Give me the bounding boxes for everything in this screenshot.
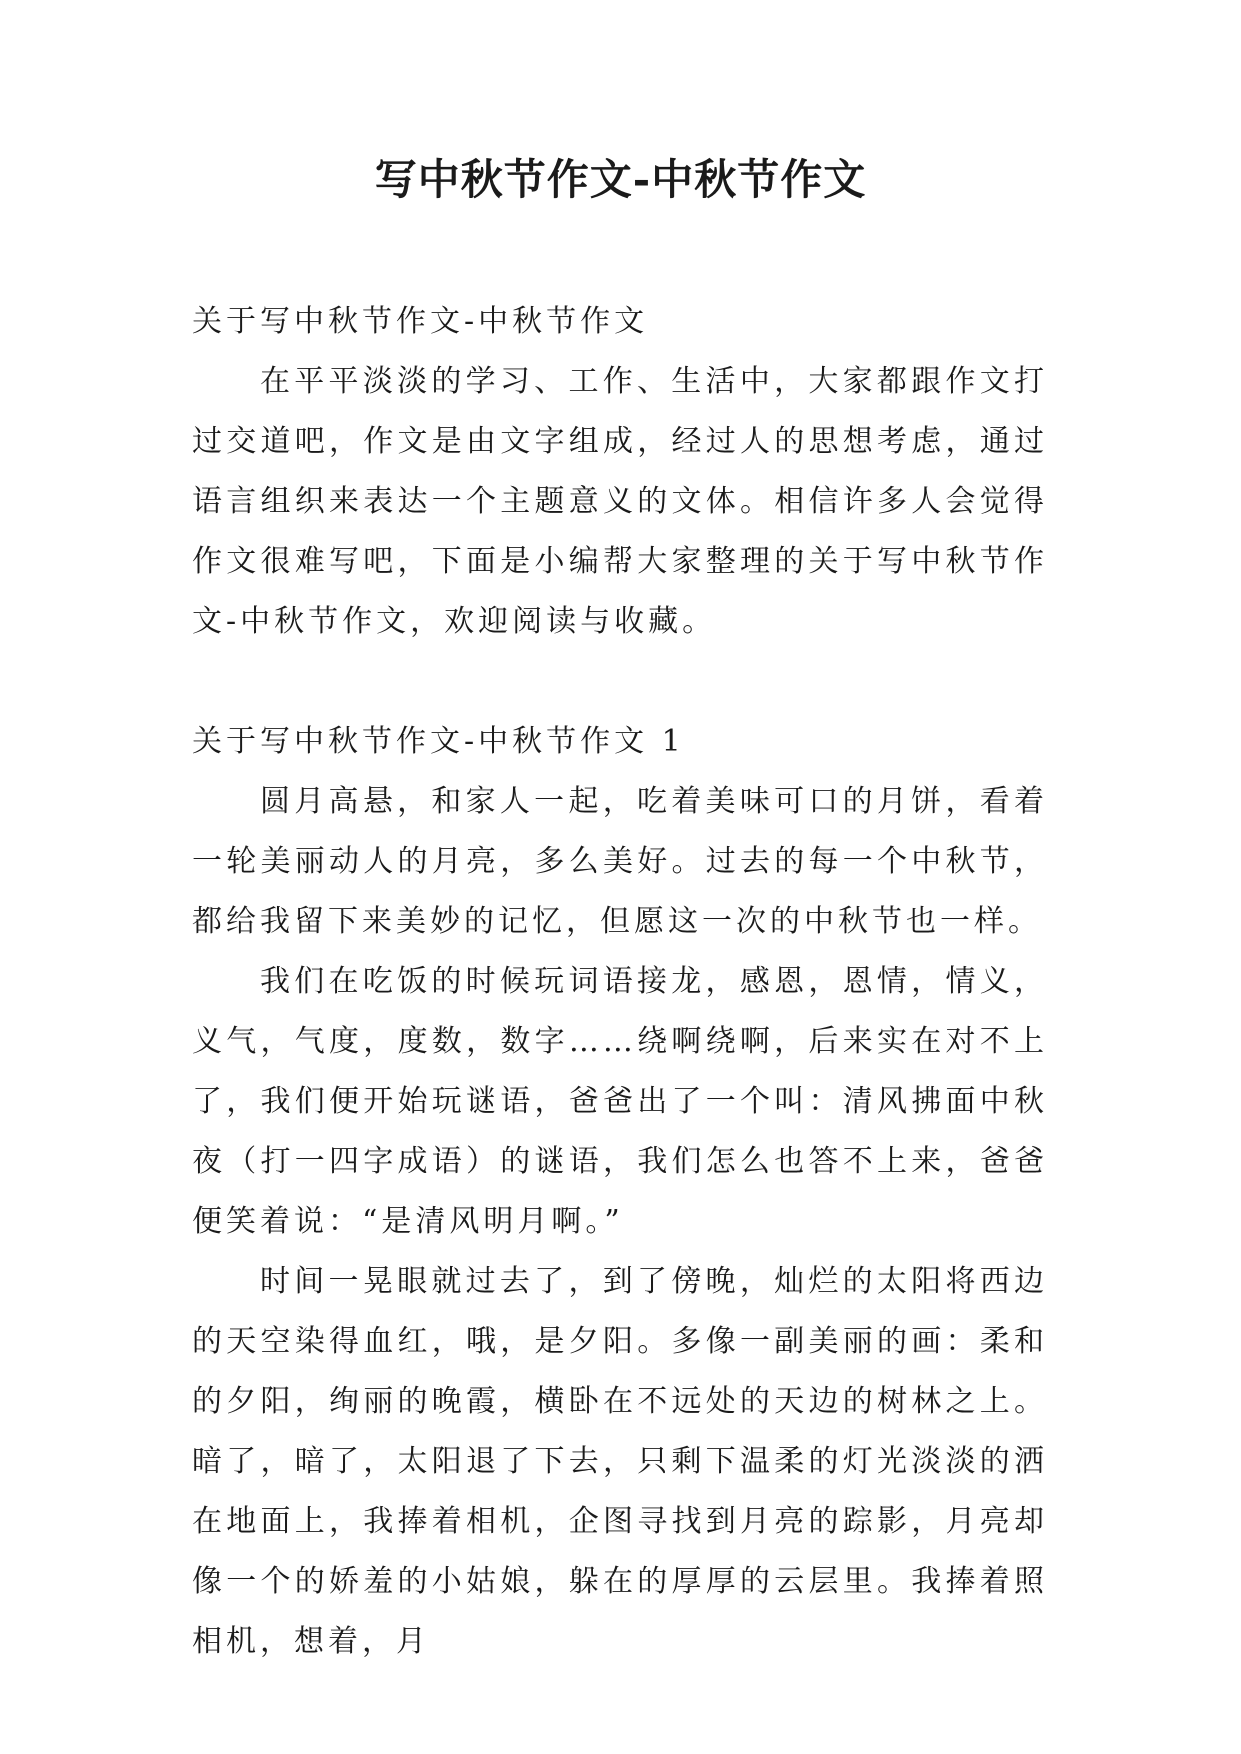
intro-heading: 关于写中秋节作文-中秋节作文 [192,304,649,339]
document-body [192,292,1048,1672]
intro-paragraph: 在平平淡淡的学习、工作、生活中，大家都跟作文打过交道吧，作文是由文字组成，经过人的思想考虑，通过语言组织来表达一个主题意义的文体。相信许多人会觉得作文很难写吧，下面是小编帮大家整理的关于写中秋节作文-中秋节作文，欢迎阅读与收藏。 [192,364,1048,639]
section-spacer [192,652,1048,712]
essay1-paragraph-1: 圆月高悬，和家人一起，吃着美味可口的月饼，看着一轮美丽动人的月亮，多么美好。过去的每一个中秋节，都给我留下来美妙的记忆，但愿这一次的中秋节也一样。 [192,784,1048,939]
essay1-paragraph-3: 时间一晃眼就过去了，到了傍晚，灿烂的太阳将西边的天空染得血红，哦，是夕阳。多像一副美丽的画：柔和的夕阳，绚丽的晚霞，横卧在不远处的天边的树林之上。暗了，暗了，太阳退了下去，只剩下温柔的灯光淡淡的洒在地面上，我捧着相机，企图寻找到月亮的踪影，月亮却像一个的娇羞的小姑娘，躲在的厚厚的云层里。我捧着照相机，想着，月 [192,1264,1048,1659]
essay1-heading: 关于写中秋节作文-中秋节作文 1 [192,724,685,759]
document-title: 写中秋节作文-中秋节作文 [374,155,867,204]
essay1-paragraph-2: 我们在吃饭的时候玩词语接龙，感恩，恩情，情义，义气，气度，度数，数字……绕啊绕啊，后来实在对不上了，我们便开始玩谜语，爸爸出了一个叫：清风拂面中秋夜（打一四字成语）的谜语，我们怎么也答不上来，爸爸便笑着说：“是清风明月啊。” [192,964,1048,1239]
